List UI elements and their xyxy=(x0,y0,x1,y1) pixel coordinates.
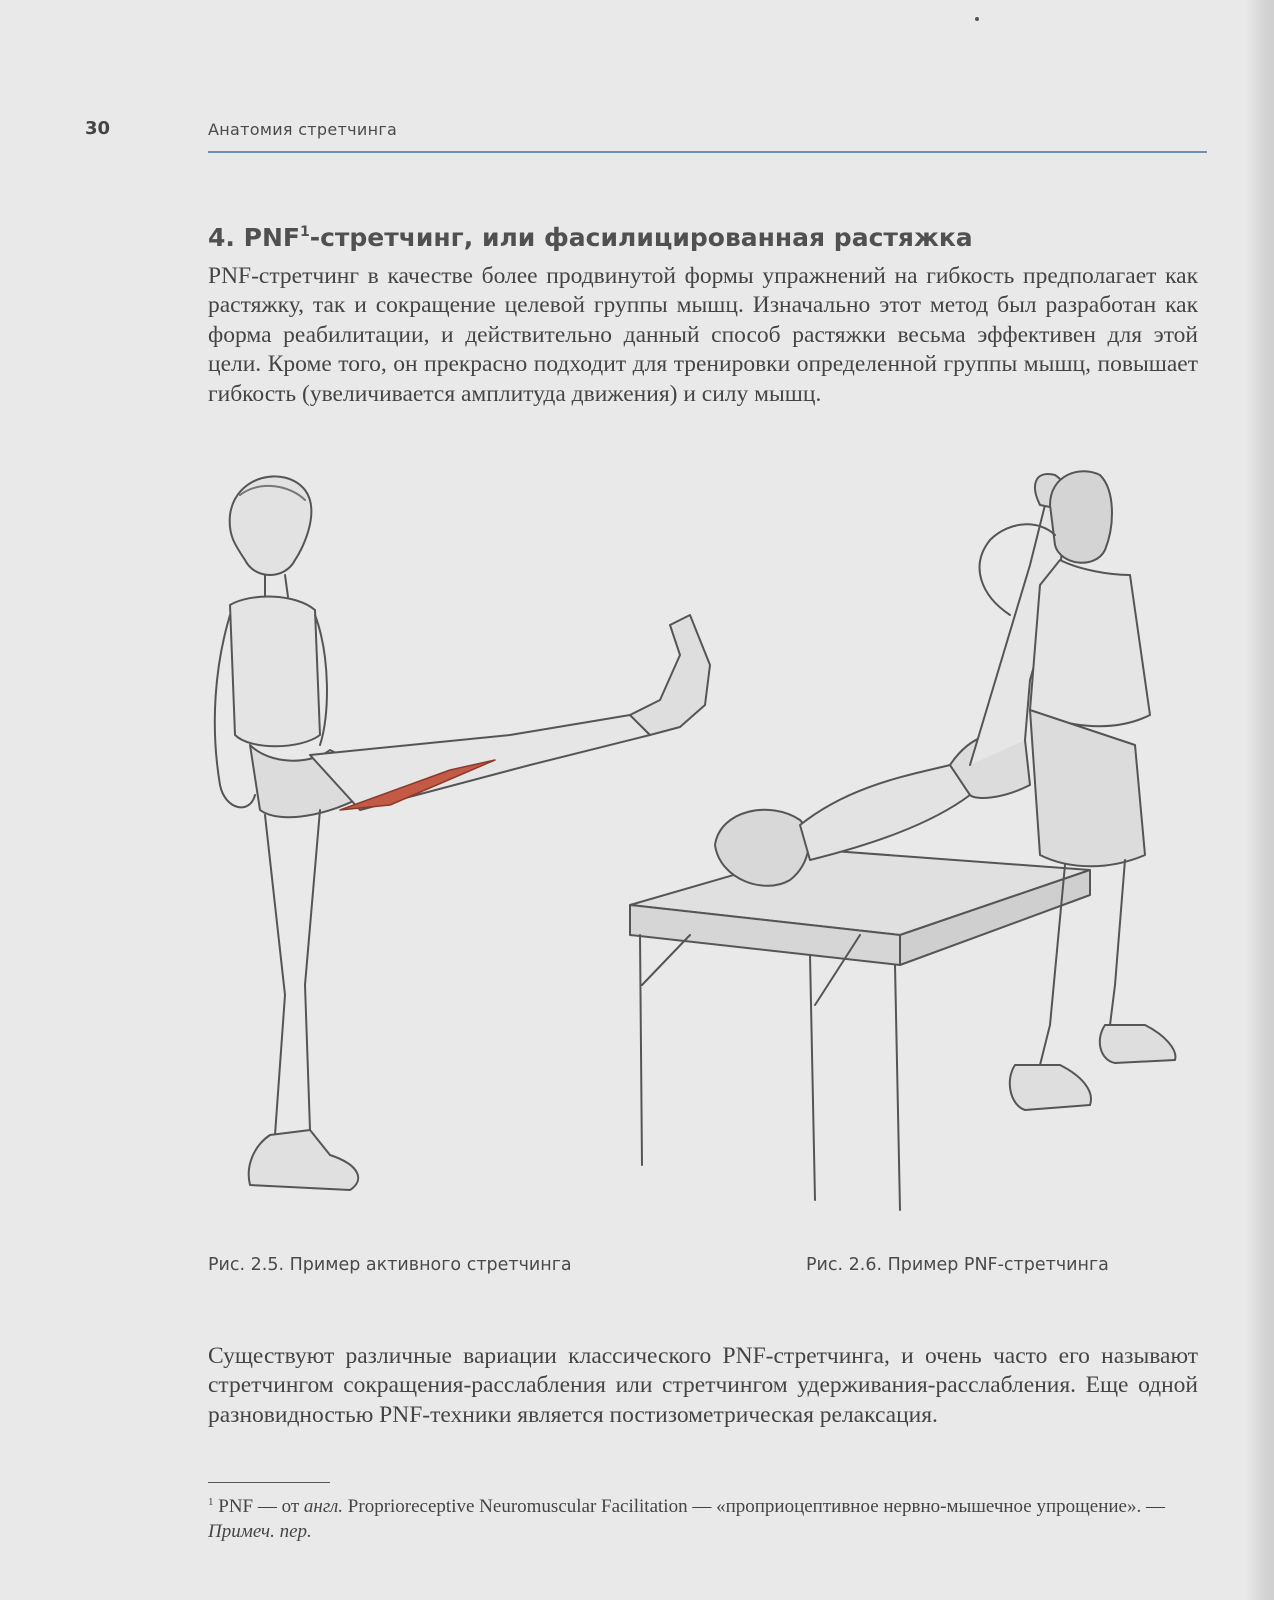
massage-table xyxy=(630,850,1090,1210)
page-edge-shadow xyxy=(1246,0,1274,1600)
lying-figure xyxy=(715,474,1068,886)
standing-figure xyxy=(215,476,710,1190)
stretching-illustration xyxy=(210,465,1200,1240)
header-rule xyxy=(208,151,1207,153)
page-number: 30 xyxy=(85,118,111,139)
footnote-marker: 1 xyxy=(208,1496,214,1508)
footnote-rule xyxy=(208,1482,330,1483)
section-title-rest: -стретчинг, или фасилицированная растяжка xyxy=(309,223,973,252)
footnote-lead: PNF — от xyxy=(218,1496,300,1517)
figure-caption-right: Рис. 2.6. Пример PNF-стретчинга xyxy=(806,1255,1109,1275)
footnote-reference[interactable]: 1 xyxy=(299,224,310,240)
section-number: 4. xyxy=(208,223,235,252)
section-title xyxy=(208,223,973,252)
section-title-prefix: PNF xyxy=(243,223,300,252)
variations-paragraph: Существуют различные вариации классического PNF-стретчинга, и очень часто его называют стретчингом сокращения-расслабления или стретчингом удерживания-расслабления. Еще одной разновидностью PNF-техники является постизометрическая релаксация. xyxy=(208,1343,1198,1428)
footnote-language: англ. xyxy=(303,1496,344,1517)
footnote-translator-note: Примеч. пер. xyxy=(208,1521,312,1542)
figure-caption-left: Рис. 2.5. Пример активного стретчинга xyxy=(208,1255,572,1275)
footnote xyxy=(208,1490,1198,1544)
footnote-term: Proprioreceptive Neuromuscular Facilitation — «проприоцептивное нервно-мышечное упрощение». — xyxy=(347,1496,1165,1517)
print-speck xyxy=(975,17,979,21)
running-title: Анатомия стретчинга xyxy=(208,120,398,139)
illustration xyxy=(210,465,1200,1240)
intro-paragraph: PNF-стретчинг в качестве более продвинутой формы упражнений на гибкость предполагает как растяжку, так и сокращение целевой группы мышц. Изначально этот метод был разработан как форма реабилитации, и действительно данный способ растяжки весьма эффективен для этой цели. Кроме того, он прекрасно подходит для тренировки определенной группы мышц, повышает гибкость (увеличивается амплитуда движения) и силу мышц. xyxy=(208,263,1198,407)
